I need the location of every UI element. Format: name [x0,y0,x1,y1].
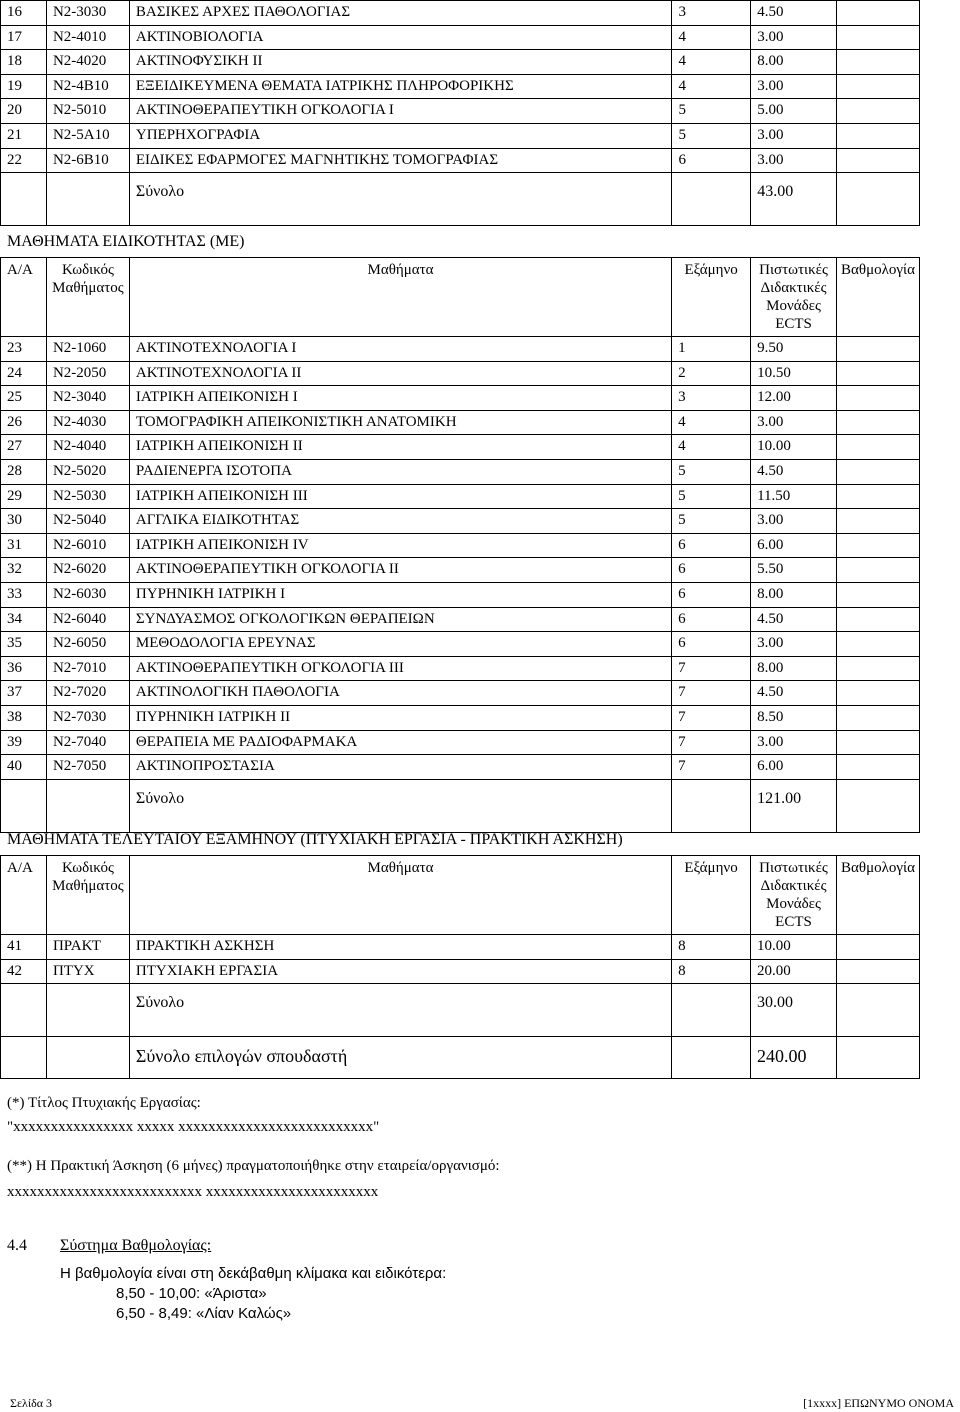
course-title: ΣΥΝΔΥΑΣΜΟΣ ΟΓΚΟΛΟΓΙΚΩΝ ΘΕΡΑΠΕΙΩΝ [129,607,671,632]
grade-cell [837,25,920,50]
row-number: 42 [1,959,47,984]
ects-credits: 10.00 [751,935,837,960]
course-code: Ν2-6020 [46,558,129,583]
grade-cell [836,959,919,984]
grading-scale-very-good: 6,50 - 8,49: «Λίαν Καλώς» [116,1305,292,1322]
header-ects: Πιστωτικές Διδακτικές Μονάδες ECTS [751,258,837,337]
ects-credits: 20.00 [751,959,837,984]
semester: 5 [672,459,751,484]
header-title: Μαθήματα [129,258,671,337]
ects-credits: 10.00 [751,435,837,460]
table-row [1,459,920,484]
ects-credits: 3.00 [751,123,837,148]
ects-credits: 5.00 [751,99,837,124]
course-code: ΠΡΑΚΤ [46,935,129,960]
ects-credits: 4.50 [751,681,837,706]
row-number: 35 [1,632,47,657]
semester: 5 [672,123,751,148]
table-row [1,50,920,75]
row-number: 31 [1,533,47,558]
semester: 4 [672,25,751,50]
grand-total-label: Σύνολο επιλογών σπουδαστή [129,1037,671,1079]
course-code: Ν2-7030 [46,705,129,730]
total-label: Σύνολο [129,173,672,226]
table-row [1,558,920,583]
semester: 6 [672,558,751,583]
semester: 7 [672,681,751,706]
total-row [1,984,920,1037]
thesis-value: "xxxxxxxxxxxxxxxx xxxxx xxxxxxxxxxxxxxxxxxxxxxxxxx" [7,1119,380,1135]
thesis-label: (*) Τίτλος Πτυχιακής Εργασίας: [7,1095,201,1111]
row-number: 30 [1,509,47,534]
header-semester: Εξάμηνο [672,258,751,337]
grade-cell [837,681,920,706]
course-title: ΑΚΤΙΝΟΒΙΟΛΟΓΙΑ [129,25,672,50]
table-row [1,509,920,534]
course-title: ΙΑΤΡΙΚΗ ΑΠΕΙΚΟΝΙΣΗ ΙΙΙ [129,484,671,509]
semester: 7 [672,730,751,755]
semester: 6 [672,607,751,632]
table-row [1,533,920,558]
grade-cell [837,607,920,632]
table-row [1,410,920,435]
course-title: ΑΚΤΙΝΟΛΟΓΙΚΗ ΠΑΘΟΛΟΓΙΑ [129,681,671,706]
grade-cell [837,509,920,534]
total-value: 30.00 [751,984,837,1037]
course-title: ΑΚΤΙΝΟΘΕΡΑΠΕΥΤΙΚΗ ΟΓΚΟΛΟΓΙΑ Ι [129,99,672,124]
semester: 5 [672,484,751,509]
section-title-last: ΜΑΘΗΜΑΤΑ ΤΕΛΕΥΤΑΙΟΥ ΕΞΑΜΗΝΟΥ (ΠΤΥΧΙΑΚΗ ΕΡΓΑΣΙΑ - ΠΡΑΚΤΙΚΗ ΑΣΚΗΣΗ) [7,831,623,848]
ects-credits: 8.00 [751,582,837,607]
header-title: Μαθήματα [129,856,671,935]
table-row [1,607,920,632]
ects-credits: 8.00 [751,656,837,681]
grading-scale-excellent: 8,50 - 10,00: «Άριστα» [116,1285,267,1302]
row-number: 21 [1,123,47,148]
grading-description: Η βαθμολογία είναι στη δεκάβαθμη κλίμακα και ειδικότερα: [60,1265,447,1282]
total-value: 121.00 [751,779,837,832]
semester: 3 [672,1,751,26]
practice-value: xxxxxxxxxxxxxxxxxxxxxxxxxx xxxxxxxxxxxxxxxxxxxxxxx [7,1184,379,1200]
course-title: ΘΕΡΑΠΕΙΑ ΜΕ ΡΑΔΙΟΦΑΡΜΑΚΑ [129,730,671,755]
ects-credits: 8.00 [751,50,837,75]
ects-credits: 11.50 [751,484,837,509]
courses-table-last [0,855,920,1079]
grade-cell [837,632,920,657]
table-row [1,337,920,362]
header-code: Κωδικός Μαθήματος [46,258,129,337]
row-number: 40 [1,755,47,780]
row-number: 36 [1,656,47,681]
grade-cell [837,533,920,558]
grade-cell [837,50,920,75]
total-label: Σύνολο [129,779,671,832]
table-row [1,705,920,730]
semester: 5 [672,99,751,124]
course-code: Ν2-4030 [46,410,129,435]
table-row [1,656,920,681]
grade-cell [837,582,920,607]
ects-credits: 3.00 [751,74,837,99]
ects-credits: 4.50 [751,607,837,632]
course-code: Ν2-7040 [46,730,129,755]
row-number: 37 [1,681,47,706]
ects-credits: 9.50 [751,337,837,362]
table-row [1,632,920,657]
course-title: ΑΚΤΙΝΟΤΕΧΝΟΛΟΓΙΑ ΙΙ [129,361,671,386]
course-code: Ν2-5030 [46,484,129,509]
row-number: 24 [1,361,47,386]
grade-cell [837,410,920,435]
table-row [1,681,920,706]
course-code: Ν2-2050 [46,361,129,386]
grand-total-value: 240.00 [751,1037,837,1079]
course-code: Ν2-6050 [46,632,129,657]
semester: 8 [672,935,751,960]
footer-name: [1xxxx] ΕΠΩΝΥΜΟ ΟΝΟΜΑ [803,1396,954,1410]
course-title: ΠΤΥΧΙΑΚΗ ΕΡΓΑΣΙΑ [129,959,671,984]
course-title: ΑΓΓΛΙΚΑ ΕΙΔΙΚΟΤΗΤΑΣ [129,509,671,534]
course-title: ΤΟΜΟΓΡΑΦΙΚΗ ΑΠΕΙΚΟΝΙΣΤΙΚΗ ΑΝΑΤΟΜΙΚΗ [129,410,671,435]
table-row [1,99,920,124]
ects-credits: 3.00 [751,410,837,435]
row-number: 28 [1,459,47,484]
course-code: Ν2-7020 [46,681,129,706]
semester: 6 [672,533,751,558]
courses-table-me [0,257,920,833]
row-number: 34 [1,607,47,632]
grade-cell [836,935,919,960]
table-row [1,386,920,411]
semester: 5 [672,509,751,534]
table-row [1,25,920,50]
ects-credits: 12.00 [751,386,837,411]
grade-cell [837,459,920,484]
grade-cell [837,730,920,755]
total-value: 43.00 [751,173,837,226]
course-code: Ν2-4Β10 [46,74,129,99]
row-number: 33 [1,582,47,607]
table-row [1,1,920,26]
course-title: ΙΑΤΡΙΚΗ ΑΠΕΙΚΟΝΙΣΗ ΙΙ [129,435,671,460]
semester: 7 [672,705,751,730]
row-number: 38 [1,705,47,730]
row-number: 22 [1,148,47,173]
course-title: ΠΥΡΗΝΙΚΗ ΙΑΤΡΙΚΗ ΙΙ [129,705,671,730]
header-semester: Εξάμηνο [672,856,751,935]
row-number: 39 [1,730,47,755]
grade-cell [837,123,920,148]
course-code: Ν2-6040 [46,607,129,632]
grade-cell [837,1,920,26]
grade-cell [837,484,920,509]
courses-table-continued [0,0,920,226]
grade-cell [837,755,920,780]
course-title: ΕΙΔΙΚΕΣ ΕΦΑΡΜΟΓΕΣ ΜΑΓΝΗΤΙΚΗΣ ΤΟΜΟΓΡΑΦΙΑΣ [129,148,672,173]
page-number: Σελίδα 3 [10,1396,53,1410]
course-title: ΑΚΤΙΝΟΦΥΣΙΚΗ ΙΙ [129,50,672,75]
semester: 6 [672,582,751,607]
course-title: ΒΑΣΙΚΕΣ ΑΡΧΕΣ ΠΑΘΟΛΟΓΙΑΣ [129,1,672,26]
header-no: Α/Α [1,856,47,935]
semester: 4 [672,410,751,435]
ects-credits: 4.50 [751,459,837,484]
grading-title: Σύστημα Βαθμολογίας: [60,1237,212,1254]
grade-cell [837,148,920,173]
row-number: 25 [1,386,47,411]
ects-credits: 10.50 [751,361,837,386]
course-code: Ν2-3040 [46,386,129,411]
course-code: Ν2-7050 [46,755,129,780]
ects-credits: 3.00 [751,25,837,50]
header-ects: Πιστωτικές Διδακτικές Μονάδες ECTS [751,856,837,935]
semester: 7 [672,755,751,780]
table-row [1,435,920,460]
total-row [1,779,920,832]
course-title: ΠΥΡΗΝΙΚΗ ΙΑΤΡΙΚΗ Ι [129,582,671,607]
ects-credits: 5.50 [751,558,837,583]
course-code: Ν2-1060 [46,337,129,362]
row-number: 17 [1,25,47,50]
course-code: Ν2-4010 [46,25,129,50]
table-row [1,148,920,173]
course-code: Ν2-5020 [46,459,129,484]
table-row [1,361,920,386]
course-title: ΜΕΘΟΔΟΛΟΓΙΑ ΕΡΕΥΝΑΣ [129,632,671,657]
course-title: ΑΚΤΙΝΟΘΕΡΑΠΕΥΤΙΚΗ ΟΓΚΟΛΟΓΙΑ ΙΙΙ [129,656,671,681]
grade-cell [837,74,920,99]
practice-label: (**) Η Πρακτική Άσκηση (6 μήνες) πραγματοποιήθηκε στην εταιρεία/οργανισμό: [7,1158,500,1174]
grading-number: 4.4 [7,1237,27,1254]
ects-credits: 3.00 [751,509,837,534]
total-row [1,173,920,226]
course-code: Ν2-4040 [46,435,129,460]
course-code: Ν2-6Β10 [46,148,129,173]
row-number: 29 [1,484,47,509]
row-number: 41 [1,935,47,960]
semester: 4 [672,50,751,75]
section-title-me: ΜΑΘΗΜΑΤΑ ΕΙΔΙΚΟΤΗΤΑΣ (ΜΕ) [7,233,245,250]
semester: 6 [672,632,751,657]
semester: 4 [672,74,751,99]
header-code: Κωδικός Μαθήματος [46,856,129,935]
course-code: Ν2-5010 [46,99,129,124]
grade-cell [837,656,920,681]
header-grade: Βαθμολογία [837,258,920,337]
course-code: Ν2-4020 [46,50,129,75]
grade-cell [837,435,920,460]
grade-cell [837,99,920,124]
course-title: ΠΡΑΚΤΙΚΗ ΑΣΚΗΣΗ [129,935,671,960]
grade-cell [837,337,920,362]
semester: 8 [672,959,751,984]
semester: 6 [672,148,751,173]
table-row [1,935,920,960]
course-title: ΑΚΤΙΝΟΤΕΧΝΟΛΟΓΙΑ Ι [129,337,671,362]
row-number: 32 [1,558,47,583]
table-header [1,258,920,337]
grade-cell [837,558,920,583]
grand-total-row [1,1037,920,1079]
semester: 3 [672,386,751,411]
row-number: 26 [1,410,47,435]
course-code: Ν2-6010 [46,533,129,558]
course-code: Ν2-3030 [46,1,129,26]
row-number: 19 [1,74,47,99]
course-title: ΕΞΕΙΔΙΚΕΥΜΕΝΑ ΘΕΜΑΤΑ ΙΑΤΡΙΚΗΣ ΠΛΗΡΟΦΟΡΙΚΗΣ [129,74,672,99]
course-code: Ν2-6030 [46,582,129,607]
row-number: 18 [1,50,47,75]
table-row [1,959,920,984]
table-row [1,582,920,607]
ects-credits: 8.50 [751,705,837,730]
course-title: ΑΚΤΙΝΟΠΡΟΣΤΑΣΙΑ [129,755,671,780]
course-code: Ν2-7010 [46,656,129,681]
course-title: ΑΚΤΙΝΟΘΕΡΑΠΕΥΤΙΚΗ ΟΓΚΟΛΟΓΙΑ ΙΙ [129,558,671,583]
row-number: 27 [1,435,47,460]
semester: 1 [672,337,751,362]
header-grade: Βαθμολογία [836,856,919,935]
table-row [1,74,920,99]
table-row [1,730,920,755]
row-number: 23 [1,337,47,362]
ects-credits: 6.00 [751,533,837,558]
semester: 7 [672,656,751,681]
course-title: ΙΑΤΡΙΚΗ ΑΠΕΙΚΟΝΙΣΗ IV [129,533,671,558]
course-title: ΙΑΤΡΙΚΗ ΑΠΕΙΚΟΝΙΣΗ Ι [129,386,671,411]
course-code: Ν2-5040 [46,509,129,534]
ects-credits: 6.00 [751,755,837,780]
header-no: Α/Α [1,258,47,337]
grade-cell [837,361,920,386]
course-code: Ν2-5Α10 [46,123,129,148]
table-row [1,755,920,780]
semester: 2 [672,361,751,386]
grade-cell [837,386,920,411]
total-label: Σύνολο [129,984,671,1037]
table-header [1,856,920,935]
row-number: 20 [1,99,47,124]
ects-credits: 4.50 [751,1,837,26]
ects-credits: 3.00 [751,632,837,657]
grade-cell [837,705,920,730]
ects-credits: 3.00 [751,730,837,755]
table-row [1,484,920,509]
course-title: ΡΑΔΙΕΝΕΡΓΑ ΙΣΟΤΟΠΑ [129,459,671,484]
semester: 4 [672,435,751,460]
ects-credits: 3.00 [751,148,837,173]
table-row [1,123,920,148]
course-code: ΠΤΥΧ [46,959,129,984]
row-number: 16 [1,1,47,26]
course-title: ΥΠΕΡΗΧΟΓΡΑΦΙΑ [129,123,672,148]
